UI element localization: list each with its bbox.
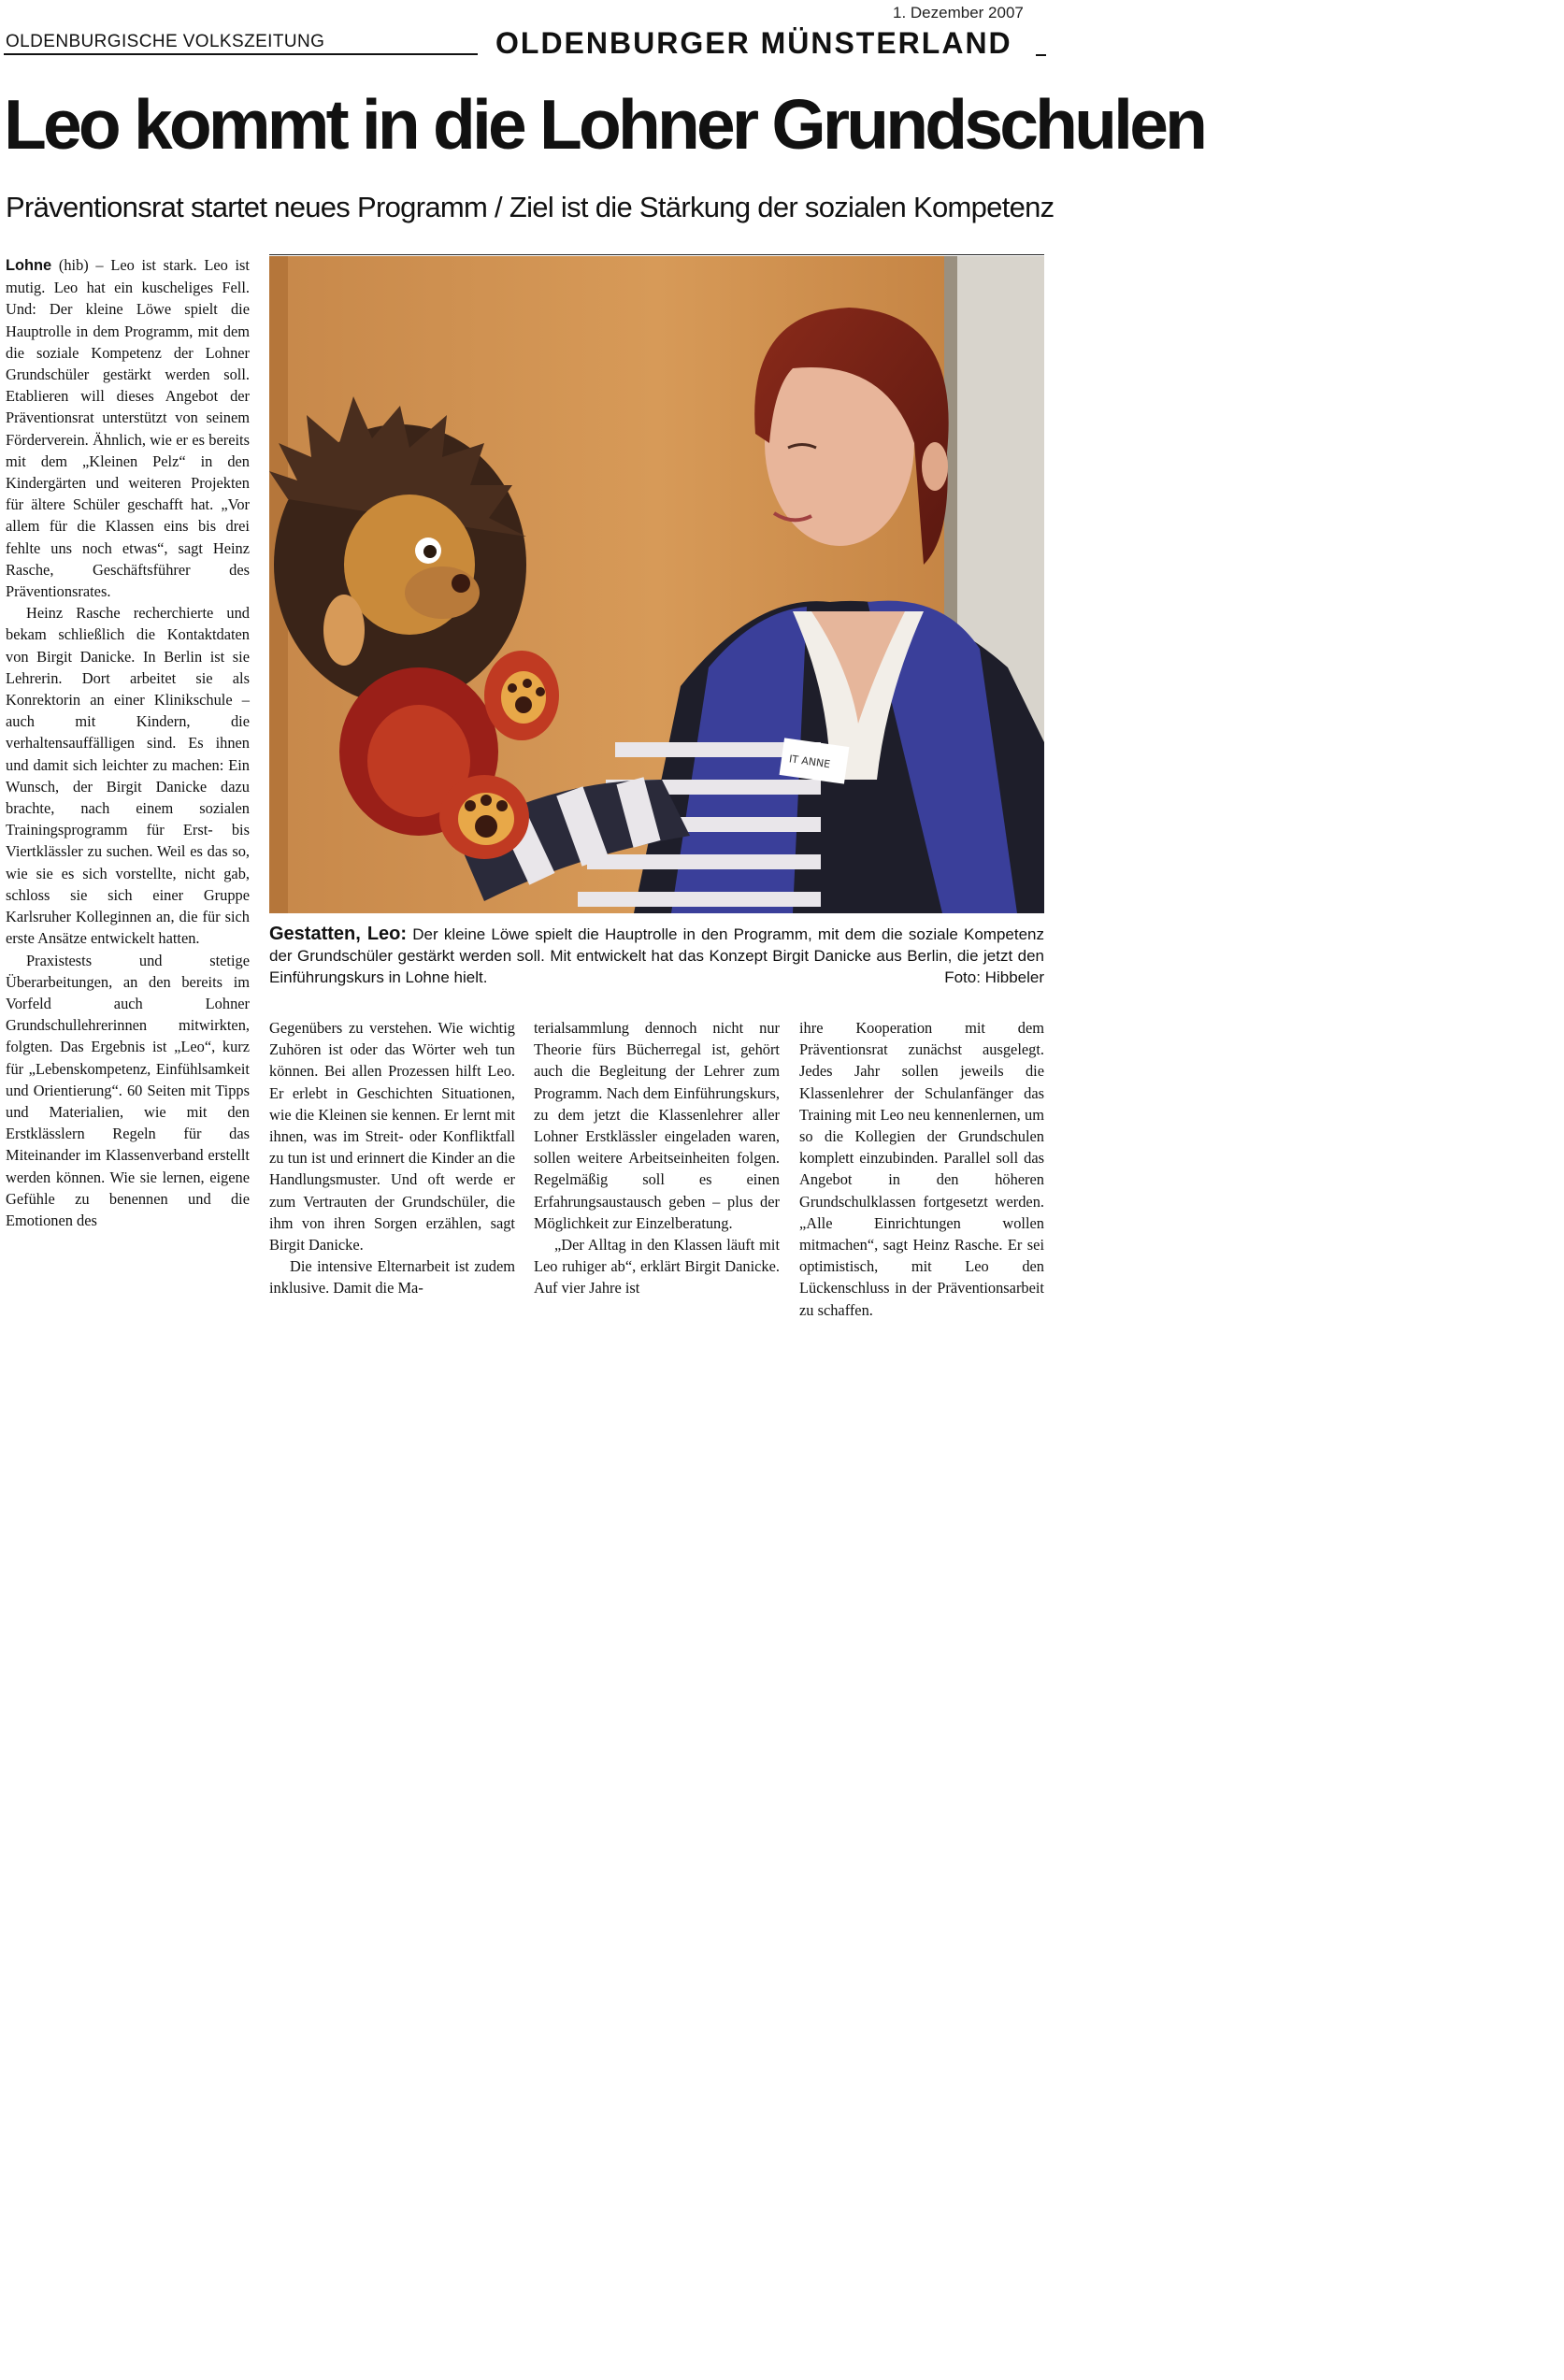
caption-text: Der kleine Löwe spielt die Hauptrolle in den Programm, mit dem die soziale Kompetenz der Grundschüler gestärkt werden soll. Mit entwickelt hat das Konzept Birgit Danicke aus Berlin, die jetzt den Einführungskurs in Lohne hielt. <box>269 925 1044 986</box>
dateline: Lohne <box>6 257 52 274</box>
article-subheadline: Präventionsrat startet neues Programm / Ziel ist die Stärkung der sozialen Kompetenz <box>6 191 1055 223</box>
article-column-3 <box>534 1017 780 1299</box>
masthead-rule-end <box>1036 54 1046 56</box>
paragraph: Praxistests und stetige Überarbeitungen, an den bereits im Vorfeld auch Lohner Grundschullehrerinnen mitwirkten, folgten. Das Ergebnis ist „Leo“, kurz für „Lebenskompetenz, Einfühlsamkeit und Orientierung“. 60 Seiten mit Tipps und Materialien, wie mit den Erstklässlern Regeln für das Miteinander im Klassenverband erstellt werden können. Wie sie lernen, eigene Gefühle zu benennen und die Emotionen des <box>6 951 250 1229</box>
paragraph: Lohne (hib) – Leo ist stark. Leo ist mutig. Leo hat ein kuscheliges Fell. Und: Der kleine Löwe spielt die Hauptrolle in dem Programm, mit dem die soziale Kompetenz der Lohner Grundschüler gestärkt werden soll. Etablieren will dieses Angebot der Präventionsrat unterstützt von seinem Förderverein. Ähnlich, wie er es bereits mit dem „Kleinen Pelz“ in den Kindergärten und weiteren Projekten für ältere Schüler geschafft hat. „Vor allem für die Klassen eins bis drei fehlte uns noch etwas“, sagt Heinz Rasche, Geschäftsführer des Präventionsrates. <box>6 256 250 601</box>
paragraph: Gegenübers zu verstehen. Wie wichtig Zuhören ist oder das Wörter weh tun können. Bei allen Prozessen hilft Leo. Er erlebt in Geschichten Situationen, wie die Kleinen sie kennen. Er lernt mit ihnen, was im Streit- oder Konfliktfall zu tun ist und erinnert die Kinder an die Handlungsmuster. Und oft werde er zum Vertrauten der Grundschüler, die ihm von ihren Sorgen erzählen, sagt Birgit Danicke. <box>269 1019 515 1255</box>
paragraph: „Der Alltag in den Klassen läuft mit Leo ruhiger ab“, erklärt Birgit Danicke. Auf vier Jahre ist <box>534 1236 780 1298</box>
section-title: OLDENBURGER MÜNSTERLAND <box>495 26 1012 60</box>
photo-caption <box>269 924 1044 988</box>
caption-lead: Gestatten, Leo: <box>269 924 408 944</box>
paragraph: Heinz Rasche recherchierte und bekam schließlich die Kontaktdaten von Birgit Danicke. In Berlin ist sie Lehrerin. Dort arbeitet sie als Konrektorin an einer Klinikschule – auch mit Kindern, die verhaltensauffälligen sind. Es ihnen und damit sich leichter zu machen: Ein Wunsch, der Birgit Danicke dazu brachte, nach einem sozialen Trainingsprogramm für Erst- bis Viertklässler zu suchen. Weil es das so, wie sie es sich vorstellte, nicht gab, schloss sie sich einer Gruppe Karlsruher Kolleginnen an, die für sich erste Ansätze entwickelt hatten. <box>6 604 250 948</box>
article-column-2 <box>269 1017 515 1299</box>
issue-date: 1. Dezember 2007 <box>893 4 1024 22</box>
photo-credit: Foto: Hibbeler <box>944 968 1044 986</box>
newspaper-name: OLDENBURGISCHE VOLKSZEITUNG <box>6 32 325 51</box>
article-column-4 <box>799 1017 1044 1321</box>
article-photo <box>269 256 1044 913</box>
masthead-rule <box>4 53 478 55</box>
paragraph: terialsammlung dennoch nicht nur Theorie fürs Bücherregal ist, gehört auch die Begleitung der Lehrer zum Programm. Nach dem Einführungskurs, zu dem jetzt die Klassenlehrer aller Lohner Erstklässler eingeladen waren, sollen weitere Arbeitseinheiten folgen. Regelmäßig soll es einen Erfahrungsaustausch geben – plus der Möglichkeit zur Einzelberatung. <box>534 1019 780 1232</box>
article-column-1 <box>6 254 250 1231</box>
article-headline: Leo kommt in die Lohner Grundschulen <box>4 85 1205 164</box>
photo-rule <box>269 254 1044 255</box>
paragraph: ihre Kooperation mit dem Präventionsrat zunächst ausgelegt. Jedes Jahr sollen jeweils die Klassenlehrer der Schulanfänger das Training mit Leo neu kennenlernen, um so die Kollegien der Grundschulen komplett einzubinden. Parallel soll das Angebot in den höheren Grundschulklassen fortgesetzt werden. „Alle Einrichtungen wollen mitmachen“, sagt Heinz Rasche. Er sei optimistisch, mit Leo den Lückenschluss in der Präventionsarbeit zu schaffen. <box>799 1019 1044 1319</box>
photo-illustration <box>269 256 1044 913</box>
paragraph: Die intensive Elternarbeit ist zudem inklusive. Damit die Ma- <box>269 1257 515 1298</box>
name-tag: IT ANNE <box>788 753 831 771</box>
